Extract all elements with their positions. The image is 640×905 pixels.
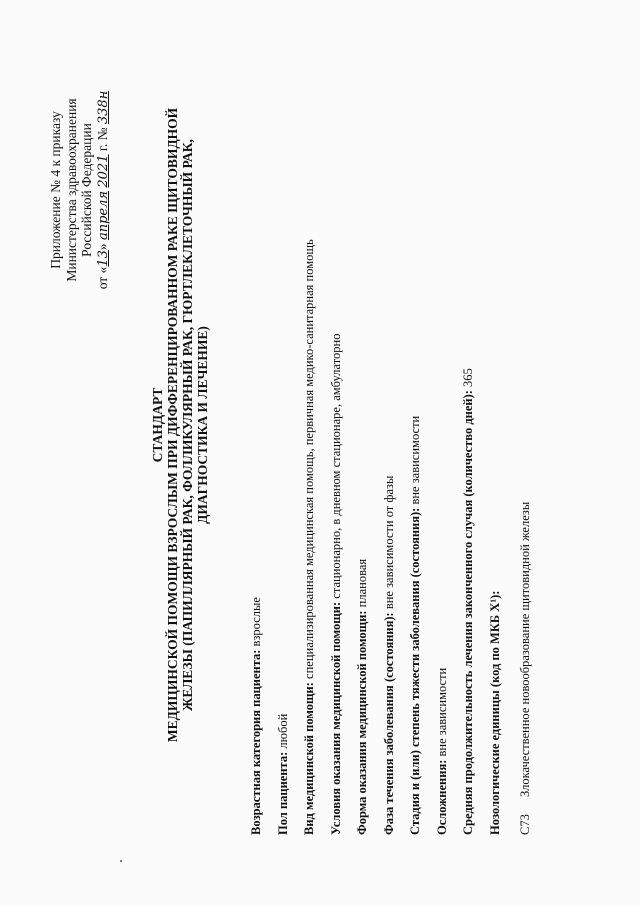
date-month: апреля (95, 190, 111, 241)
field-value: специализированная медицинская помощь, первичная медико-санитарная помощь (302, 239, 316, 679)
field-value: 365 (461, 368, 475, 387)
title-line-3: ЖЕЛЕЗЫ (ПАПИЛЛЯРНЫЙ РАК, ФОЛЛИКУЛЯРНЫЙ РАК, ГЮРТЛЕКЛЕТОЧНЫЙ РАК, (180, 139, 195, 711)
field-label: Условия оказания медицинской помощи: (328, 601, 343, 835)
field-label: Фаза течения заболевания (состояния): (381, 612, 396, 835)
field-row (243, 75, 270, 835)
icd-code: C73 (518, 814, 532, 835)
field-row (402, 75, 429, 835)
title-line-1: СТАНДАРТ (150, 387, 165, 463)
date-suffix: г. № (94, 127, 110, 152)
field-row (482, 75, 509, 835)
appendix-header (48, 75, 111, 305)
field-label: Вид медицинской помощи: (302, 682, 316, 835)
field-row (270, 75, 297, 835)
field-label: Форма оказания медицинской помощи: (355, 610, 369, 835)
field-row (429, 75, 456, 835)
order-number: 338н (95, 90, 111, 125)
date-year: 2021 (95, 154, 111, 188)
document-title (150, 65, 210, 785)
field-value: вне зависимости (434, 667, 449, 757)
icd-code-row (512, 75, 539, 835)
date-mid: » (94, 243, 110, 251)
field-value: плановая (355, 558, 369, 608)
field-label: Средняя продолжительность лечения законченного случая (количество дней): (461, 390, 475, 835)
appendix-line-2: Министерства здравоохранения (63, 98, 79, 282)
field-label: Возрастная категория пациента: (249, 649, 263, 835)
date-prefix: от « (94, 266, 110, 290)
field-value: стационарно, в дневном стационаре, амбулаторно (328, 333, 343, 599)
field-value: вне зависимости от фазы (381, 475, 396, 610)
field-label: Пол пациента: (275, 751, 290, 835)
title-line-4: ДИАГНОСТИКА И ЛЕЧЕНИЕ) (195, 326, 210, 524)
appendix-line-3: Российской Федерации (79, 123, 94, 257)
field-label: Стадия и (или) степень тяжести заболевания (состояния): (408, 507, 422, 835)
appendix-date-line (95, 75, 112, 305)
field-value: вне зависимости (408, 415, 422, 505)
standard-fields (243, 75, 539, 835)
icd-description: Злокачественное новообразование щитовидной железы (518, 501, 532, 797)
appendix-line-1: Приложение № 4 к приказу (48, 111, 63, 269)
field-value: любой (275, 713, 290, 749)
field-row (349, 75, 376, 835)
field-value: взрослые (249, 597, 263, 647)
title-line-2: МЕДИЦИНСКОЙ ПОМОЩИ ВЗРОСЛЫМ ПРИ ДИФФЕРЕНЦИРОВАННОМ РАКЕ ЩИТОВИДНОЙ (165, 107, 180, 743)
field-row (455, 75, 482, 835)
field-row (323, 75, 350, 835)
field-row (376, 75, 403, 835)
field-label: Нозологические единицы (код по МКБ X¹): (487, 590, 502, 835)
field-label: Осложнения: (434, 759, 449, 835)
field-row (296, 75, 323, 835)
date-day: 13 (95, 250, 111, 267)
